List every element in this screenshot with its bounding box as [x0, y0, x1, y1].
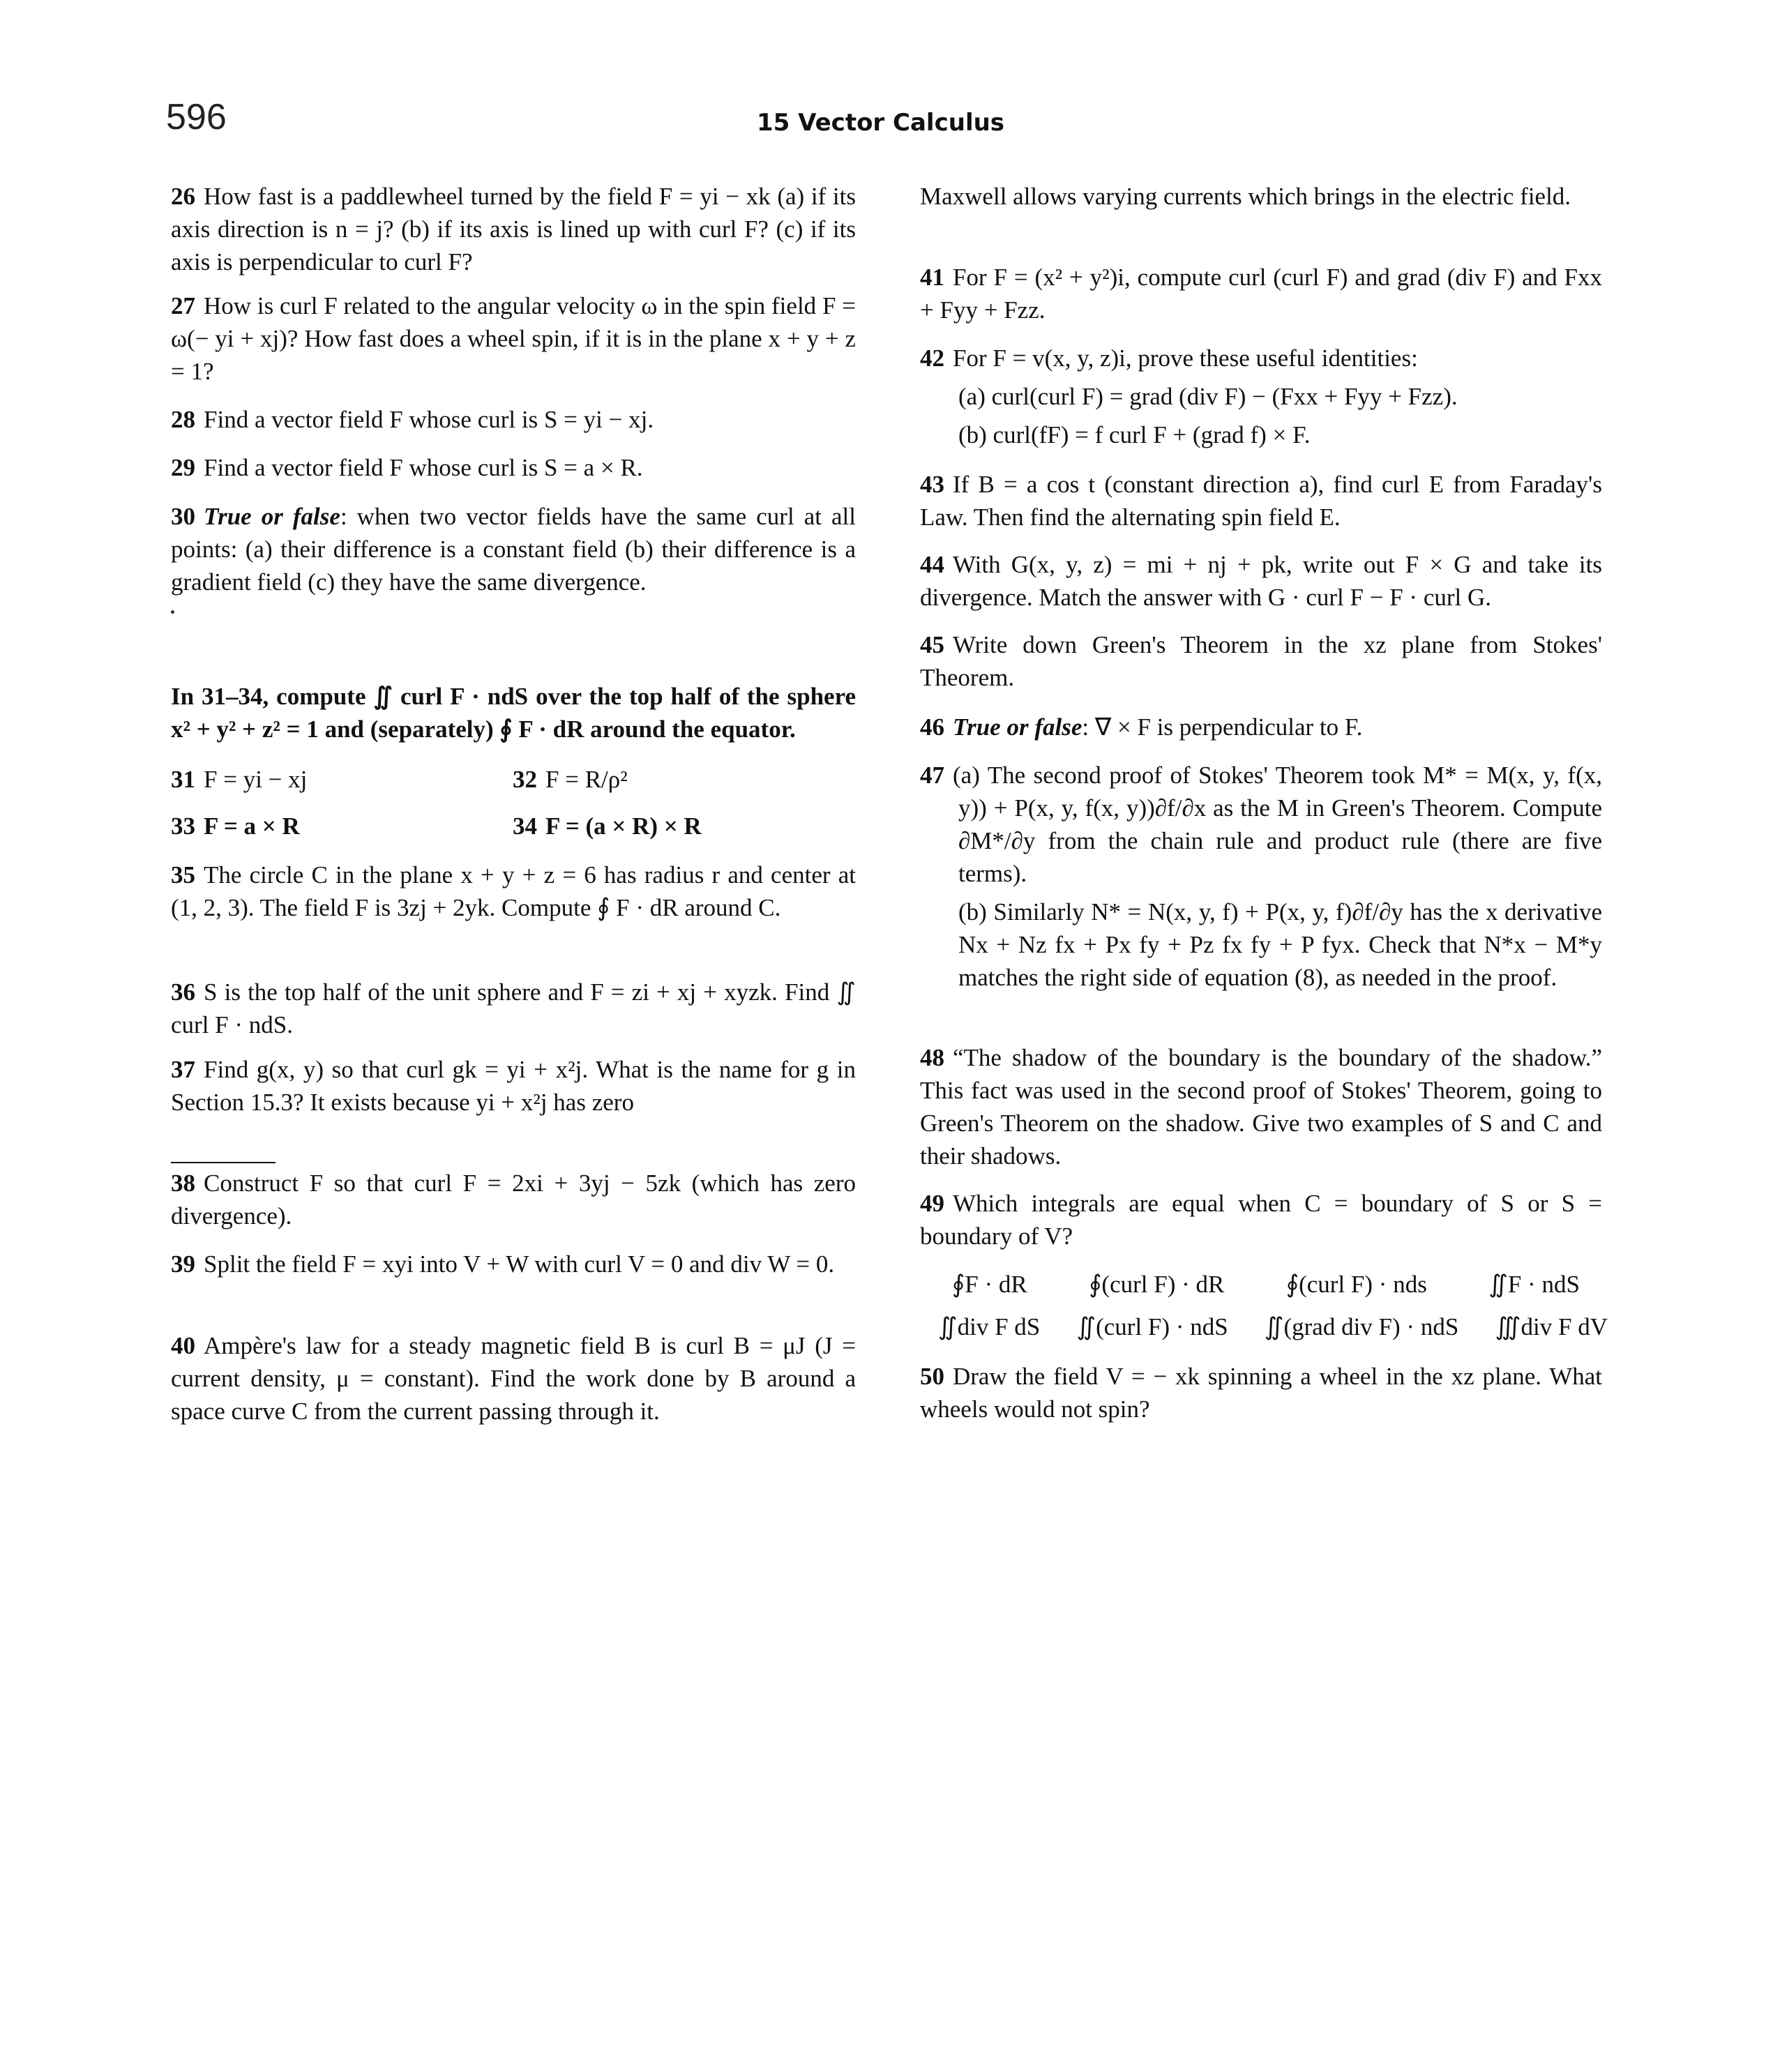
problem-33: [171, 810, 300, 842]
problem-38: [171, 1167, 856, 1232]
problem-35: [171, 859, 856, 924]
problem-41: [920, 261, 1602, 326]
part-b: (b) Similarly N* = N(x, y, f) + P(x, y, f)∂f/∂y has the x derivative Nx + Nz fx + Px fy + Pz fx fy + P fyx. Check that N*x − M*y matches the right side of equation (8), as needed in the proof.: [958, 898, 1602, 991]
problem-text: Which integrals are equal when C = boundary of S or S = boundary of V?: [920, 1190, 1602, 1250]
problem-number: 37: [171, 1056, 195, 1083]
problem-36: [171, 976, 856, 1041]
problem-43: [920, 468, 1602, 534]
part-a: (a) curl(curl F) = grad (div F) − (Fxx + Fyy + Fzz).: [958, 383, 1458, 410]
problem-50: [920, 1360, 1602, 1426]
problem-number: 47: [920, 762, 944, 789]
problem-text: “The shadow of the boundary is the boundary of the shadow.” This fact was used in the second proof of Stokes' Theorem, going to Green's Theorem on the shadow. Give two examples of S and C and their shadows.: [920, 1044, 1602, 1170]
problem-49: [920, 1187, 1602, 1253]
problem-text: How is curl F related to the angular velocity ω in the spin field F = ω(− yi + xj)? How fast does a wheel spin, if it is in the plane x + y + z = 1?: [171, 292, 856, 385]
problem-number: 27: [171, 292, 195, 319]
problem-number: 34: [513, 812, 537, 840]
problem-28: [171, 403, 856, 436]
integral: ∭div F dV: [1495, 1313, 1608, 1340]
bullet-mark: [171, 610, 174, 614]
problem-number: 44: [920, 551, 944, 578]
problem-text: Write down Green's Theorem in the xz plane from Stokes' Theorem.: [920, 631, 1602, 691]
problem-text: : ∇ × F is perpendicular to F.: [1082, 713, 1363, 741]
problem-42: [920, 342, 1602, 451]
integrals-row-1: [938, 1268, 1580, 1301]
true-false-label: True or false: [204, 503, 340, 530]
problem-number: 35: [171, 861, 195, 888]
problem-text: For F = v(x, y, z)i, prove these useful identities:: [953, 345, 1418, 372]
problem-number: 50: [920, 1363, 944, 1390]
problem-45: [920, 628, 1602, 694]
problem-number: 29: [171, 454, 195, 481]
problem-text: S is the top half of the unit sphere and F = zi + xj + xyzk. Find ∬ curl F · ndS.: [171, 978, 856, 1038]
problem-30: [171, 500, 856, 598]
integral: ∮F · dR: [952, 1271, 1027, 1298]
problem-text: If B = a cos t (constant direction a), find curl E from Faraday's Law. Then find the alternating spin field E.: [920, 471, 1602, 531]
true-false-label: True or false: [953, 713, 1082, 741]
problem-number: 39: [171, 1250, 195, 1278]
integrals-row-2: [938, 1310, 1608, 1343]
part-a: (a) The second proof of Stokes' Theorem took M* = M(x, y, f(x, y)) + P(x, y, f(x, y))∂f/∂x as the M in Green's Theorem. Compute ∂M*/∂y from the chain rule and product rule (there are five terms).: [953, 762, 1602, 887]
problem-text: Ampère's law for a steady magnetic field B is curl B = μJ (J = current density, μ = constant). Find the work done by B around a space curve C from the current passing through it.: [171, 1332, 856, 1425]
problem-27: [171, 289, 856, 388]
problem-number: 38: [171, 1170, 195, 1197]
problem-text: F = (a × R) × R: [545, 812, 702, 840]
problem-number: 36: [171, 978, 195, 1006]
problem-46: [920, 711, 1602, 743]
problem-29: [171, 451, 856, 484]
section-intro: In 31–34, compute ∬ curl F · ndS over the top half of the sphere x² + y² + z² = 1 and (separately) ∮ F · dR around the equator.: [171, 683, 856, 743]
problem-text: Find a vector field F whose curl is S = a × R.: [204, 454, 643, 481]
problem-48: [920, 1041, 1602, 1172]
answer-blank: [171, 1162, 276, 1163]
problem-32: [513, 763, 628, 796]
problem-text: For F = (x² + y²)i, compute curl (curl F) and grad (div F) and Fxx + Fyy + Fzz.: [920, 264, 1602, 324]
problem-44: [920, 548, 1602, 614]
integral: ∬(curl F) · ndS: [1076, 1313, 1228, 1340]
problem-text: Find g(x, y) so that curl gk = yi + x²j. What is the name for g in Section 15.3? It exists because yi + x²j has zero: [171, 1056, 856, 1116]
problem-number: 45: [920, 631, 944, 658]
problem-number: 49: [920, 1190, 944, 1217]
integral: ∬(grad div F) · ndS: [1264, 1313, 1459, 1340]
integral: ∮(curl F) · nds: [1285, 1271, 1427, 1298]
continued-text: Maxwell allows varying currents which brings in the electric field.: [920, 183, 1571, 210]
problem-text: With G(x, y, z) = mi + nj + pk, write out F × G and take its divergence. Match the answer with G · curl F − F · curl G.: [920, 551, 1602, 611]
problem-31: [171, 763, 307, 796]
problem-number: 32: [513, 766, 537, 793]
problem-26: [171, 180, 856, 278]
problem-34: [513, 810, 702, 842]
page-number: 596: [166, 97, 227, 137]
problem-number: 46: [920, 713, 944, 741]
chapter-title: 15 Vector Calculus: [757, 109, 1005, 137]
problem-37: [171, 1053, 856, 1119]
problem-text: F = R/ρ²: [545, 766, 628, 793]
problem-number: 43: [920, 471, 944, 498]
problem-number: 42: [920, 345, 944, 372]
problem-text: F = yi − xj: [204, 766, 308, 793]
integral: ∬div F dS: [938, 1313, 1041, 1340]
problem-text: Construct F so that curl F = 2xi + 3yj − 5zk (which has zero divergence).: [171, 1170, 856, 1230]
problem-text: The circle C in the plane x + y + z = 6 has radius r and center at (1, 2, 3). The field F is 3zj + 2yk. Compute ∮ F · dR around C.: [171, 861, 856, 921]
problem-number: 33: [171, 812, 195, 840]
problem-40: [171, 1329, 856, 1428]
problem-number: 26: [171, 183, 195, 210]
problem-number: 28: [171, 406, 195, 433]
problem-text: Split the field F = xyi into V + W with curl V = 0 and div W = 0.: [204, 1250, 835, 1278]
problem-number: 48: [920, 1044, 944, 1071]
problem-text: F = a × R: [204, 812, 300, 840]
problem-text: Draw the field V = − xk spinning a wheel in the xz plane. What wheels would not spin?: [920, 1363, 1602, 1423]
problem-number: 30: [171, 503, 195, 530]
integral: ∬F · ndS: [1488, 1271, 1580, 1298]
problem-39: [171, 1248, 856, 1280]
problem-number: 31: [171, 766, 195, 793]
problem-text: How fast is a paddlewheel turned by the field F = yi − xk (a) if its axis direction is n = j? (b) if its axis is lined up with curl F? (c) if its axis is perpendicular to curl F?: [171, 183, 856, 275]
problem-47: [920, 759, 1602, 994]
part-b: (b) curl(fF) = f curl F + (grad f) × F.: [958, 421, 1311, 448]
problem-number: 41: [920, 264, 944, 291]
problem-number: 40: [171, 1332, 195, 1359]
integral: ∮(curl F) · dR: [1089, 1271, 1225, 1298]
problem-text: : when two vector fields have the same curl at all points: (a) their difference is a constant field (b) their difference is a gradient field (c) they have the same divergence.: [171, 503, 857, 596]
problem-text: Find a vector field F whose curl is S = yi − xj.: [204, 406, 654, 433]
